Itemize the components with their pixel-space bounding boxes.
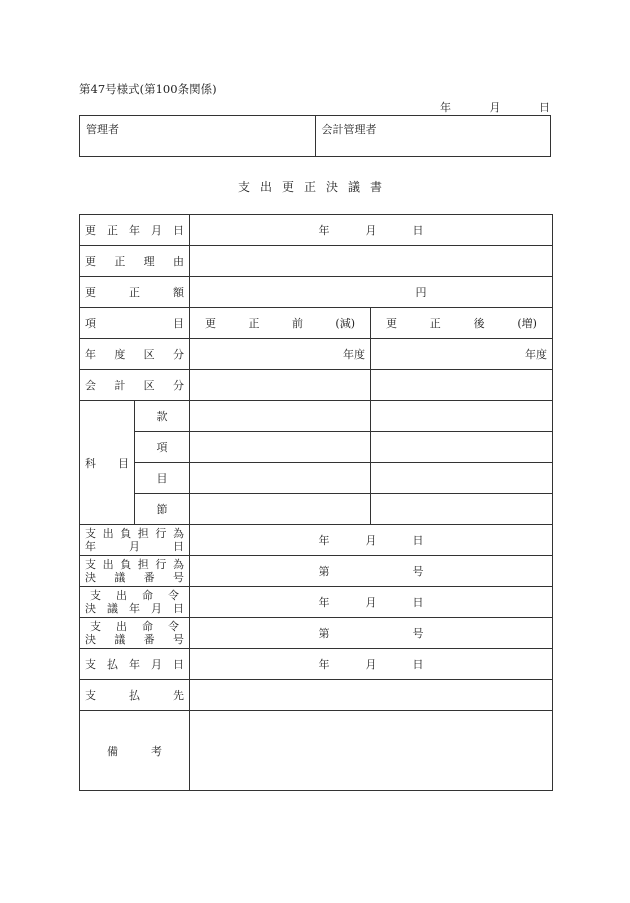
after-correction-header [371, 308, 553, 339]
rows-order-date-year-text: 年 [318, 596, 330, 609]
rows-correction-date-label-2-text: 年 [129, 224, 140, 237]
rows-remarks-label-0-text: 備 [107, 744, 118, 758]
subject-row-kou [80, 432, 553, 463]
rows-order-date-label-bottom-4-text: 日 [173, 602, 184, 615]
rows-payee-label-0-text: 支 [85, 689, 96, 702]
subject-moku-before-field[interactable] [190, 463, 371, 494]
rows-order-date-label-bottom-3-text: 月 [151, 602, 162, 615]
rows-account-label-1-text: 計 [114, 379, 126, 392]
rows-order-date-label-bottom-0-text: 決 [85, 602, 96, 615]
rows-account-label-0-text: 会 [85, 379, 96, 392]
rows-burden-no-label-bottom-0-text: 決 [85, 571, 96, 584]
burden-date-label [80, 525, 190, 556]
fiscal-year-after-field[interactable]: 年度 [371, 339, 553, 370]
subject-row-setsu [80, 494, 553, 525]
header-month: 月 [489, 101, 501, 114]
rows-amount-label-1-text: 正 [129, 286, 140, 299]
subject-moku-label: 目 [135, 463, 190, 494]
rows-reason-label-2-text: 理 [143, 255, 155, 268]
remarks-field[interactable] [190, 711, 553, 791]
manager-label: 管理者 [86, 123, 119, 136]
rows-subject-label-0-text: 科 [85, 456, 96, 470]
subject-kou-label: 項 [135, 432, 190, 463]
amount-field[interactable] [190, 277, 553, 308]
rows-burden-no-label-bottom-1-text: 議 [114, 571, 126, 584]
rows-account-label-3-text: 分 [172, 379, 184, 392]
rows-amount-label-0-text: 更 [85, 286, 96, 299]
rows-item-before-3-text: (減) [335, 317, 355, 330]
before-correction-header [190, 308, 371, 339]
item-header-row [80, 308, 553, 339]
rows-burden-no-prefix-text: 第 [318, 565, 330, 578]
rows-burden-no-suffix-text: 号 [412, 565, 424, 578]
rows-order-no-label-bottom-2-text: 番 [143, 633, 155, 646]
rows-order-no-label-bottom-0-text: 決 [85, 633, 96, 646]
rows-burden-no-label-top-0-text: 支 [85, 558, 96, 571]
rows-order-no-label-bottom-3-text: 号 [172, 633, 184, 646]
rows-order-date-day-text: 日 [412, 596, 424, 609]
rows-amount-label-2-text: 額 [173, 286, 184, 299]
order-no-row [80, 618, 553, 649]
payee-field[interactable] [190, 680, 553, 711]
rows-burden-date-label-bottom-0-text: 年 [85, 540, 96, 553]
account-label [80, 370, 190, 401]
burden-date-row [80, 525, 553, 556]
order-no-field[interactable] [190, 618, 553, 649]
burden-no-label [80, 556, 190, 587]
rows-payment-date-label-1-text: 払 [107, 658, 118, 671]
burden-no-row [80, 556, 553, 587]
form-id: 第47号様式(第100条関係) [79, 82, 217, 96]
subject-kan-label: 款 [135, 401, 190, 432]
rows-reason-label-1-text: 正 [114, 255, 126, 268]
rows-burden-no-label-bottom-3-text: 号 [172, 571, 184, 584]
rows-correction-date-label-0-text: 更 [85, 224, 96, 237]
rows-payment-date-label-2-text: 年 [129, 658, 140, 671]
rows-correction-date-label-1-text: 正 [107, 224, 118, 237]
rows-item-label-1-text: 目 [173, 317, 184, 330]
rows-burden-no-label-top-2-text: 負 [120, 558, 132, 571]
rows-burden-date-label-bottom-1-text: 月 [129, 540, 140, 553]
form-table [79, 214, 553, 791]
rows-payment-date-year-text: 年 [318, 658, 330, 671]
fiscal-year-label [80, 339, 190, 370]
burden-no-field[interactable] [190, 556, 553, 587]
rows-burden-no-label-top-1-text: 出 [102, 558, 114, 571]
correction-date-field[interactable] [190, 215, 553, 246]
subject-kou-after-field[interactable] [371, 432, 553, 463]
payee-label [80, 680, 190, 711]
subject-label [80, 401, 135, 525]
rows-payment-date-day-text: 日 [412, 658, 424, 671]
rows-subject-label-1-text: 目 [118, 456, 129, 470]
header-date [440, 99, 550, 115]
rows-item-after-2-text: 後 [473, 317, 485, 330]
rows-order-date-label-bottom-2-text: 年 [129, 602, 140, 615]
account-row [80, 370, 553, 401]
rows-fiscal-year-label-3-text: 分 [172, 348, 184, 361]
remarks-label [80, 711, 190, 791]
rows-payee-label-2-text: 先 [173, 689, 184, 702]
rows-remarks-label-1-text: 考 [151, 744, 162, 758]
rows-item-after-1-text: 正 [429, 317, 441, 330]
order-no-label [80, 618, 190, 649]
subject-setsu-after-field[interactable] [371, 494, 553, 525]
accounting-manager-cell[interactable] [315, 116, 551, 156]
rows-burden-date-label-top-2-text: 負 [120, 527, 132, 540]
rows-payee-label-1-text: 払 [129, 689, 140, 702]
account-before-field[interactable] [190, 370, 371, 401]
rows-order-no-label-bottom-1-text: 議 [114, 633, 126, 646]
subject-row-moku [80, 463, 553, 494]
rows-burden-date-year-text: 年 [318, 534, 330, 547]
rows-burden-date-label-top-5-text: 為 [172, 527, 184, 540]
rows-order-no-label-top-1-text: 出 [116, 620, 127, 633]
rows-item-before-2-text: 前 [291, 317, 303, 330]
order-date-label [80, 587, 190, 618]
rows-item-after-0-text: 更 [386, 317, 397, 330]
rows-burden-date-label-top-3-text: 担 [137, 527, 149, 540]
rows-order-date-label-top-1-text: 出 [116, 589, 127, 602]
correction-date-label [80, 215, 190, 246]
rows-payment-date-month-text: 月 [365, 658, 377, 671]
burden-date-field[interactable] [190, 525, 553, 556]
subject-kan-after-field[interactable] [371, 401, 553, 432]
rows-burden-no-label-top-3-text: 担 [137, 558, 149, 571]
rows-correction-date-month-text: 月 [365, 224, 377, 237]
rows-fiscal-year-label-1-text: 度 [114, 348, 126, 361]
subject-setsu-label: 節 [135, 494, 190, 525]
rows-order-no-suffix-text: 号 [412, 627, 424, 640]
rows-reason-label-3-text: 由 [172, 255, 184, 268]
rows-payment-date-label-3-text: 月 [151, 658, 162, 671]
rows-burden-date-label-top-1-text: 出 [102, 527, 114, 540]
subject-kan-before-field[interactable] [190, 401, 371, 432]
rows-burden-no-label-bottom-2-text: 番 [143, 571, 155, 584]
fiscal-year-before-field[interactable]: 年度 [190, 339, 371, 370]
rows-order-date-label-top-2-text: 命 [142, 589, 153, 602]
payment-date-field[interactable] [190, 649, 553, 680]
payee-row [80, 680, 553, 711]
rows-correction-date-day-text: 日 [412, 224, 424, 237]
subject-moku-after-field[interactable] [371, 463, 553, 494]
reason-row [80, 246, 553, 277]
rows-burden-date-day-text: 日 [412, 534, 424, 547]
rows-payment-date-label-0-text: 支 [85, 658, 96, 671]
rows-burden-date-label-bottom-2-text: 日 [173, 540, 184, 553]
rows-fiscal-year-label-2-text: 区 [143, 348, 155, 361]
manager-box [79, 115, 551, 157]
rows-order-no-label-top-2-text: 命 [142, 620, 153, 633]
rows-order-date-label-top-0-text: 支 [90, 589, 101, 602]
remarks-row [80, 711, 553, 791]
rows-item-label-0-text: 項 [85, 317, 96, 330]
header-day: 日 [539, 101, 550, 114]
rows-payment-date-label-4-text: 日 [173, 658, 184, 671]
rows-correction-date-label-4-text: 日 [173, 224, 184, 237]
rows-item-before-0-text: 更 [205, 317, 216, 330]
rows-burden-no-label-top-4-text: 行 [155, 558, 167, 571]
manager-cell[interactable] [80, 116, 315, 156]
rows-item-before-1-text: 正 [248, 317, 260, 330]
rows-order-no-prefix-text: 第 [318, 627, 330, 640]
subject-setsu-before-field[interactable] [190, 494, 371, 525]
rows-burden-date-label-top-4-text: 行 [155, 527, 167, 540]
rows-amount-unit-text: 円 [415, 286, 427, 299]
page-title: 支出更正決議書 [237, 180, 392, 194]
payment-date-label [80, 649, 190, 680]
order-date-row [80, 587, 553, 618]
amount-label [80, 277, 190, 308]
rows-burden-date-label-top-0-text: 支 [85, 527, 96, 540]
accounting-manager-label: 会計管理者 [321, 123, 377, 136]
subject-row-kan [80, 401, 553, 432]
rows-burden-date-month-text: 月 [365, 534, 377, 547]
order-date-field[interactable] [190, 587, 553, 618]
rows-correction-date-label-3-text: 月 [151, 224, 162, 237]
rows-reason-label-0-text: 更 [85, 255, 96, 268]
rows-order-no-label-top-0-text: 支 [90, 620, 101, 633]
account-after-field[interactable] [371, 370, 553, 401]
rows-order-date-label-top-3-text: 令 [168, 589, 179, 602]
reason-field[interactable] [190, 246, 553, 277]
payment-date-row [80, 649, 553, 680]
fiscal-year-row [80, 339, 553, 370]
rows-order-no-label-top-3-text: 令 [168, 620, 179, 633]
rows-item-after-3-text: (増) [517, 317, 537, 330]
rows-correction-date-year-text: 年 [318, 224, 330, 237]
item-label [80, 308, 190, 339]
correction-date-row [80, 215, 553, 246]
rows-account-label-2-text: 区 [143, 379, 155, 392]
subject-kou-before-field[interactable] [190, 432, 371, 463]
rows-fiscal-year-label-0-text: 年 [85, 348, 96, 361]
reason-label [80, 246, 190, 277]
amount-row [80, 277, 553, 308]
rows-order-date-label-bottom-1-text: 議 [107, 602, 118, 615]
header-year: 年 [440, 101, 451, 114]
rows-order-date-month-text: 月 [365, 596, 377, 609]
rows-burden-no-label-top-5-text: 為 [172, 558, 184, 571]
